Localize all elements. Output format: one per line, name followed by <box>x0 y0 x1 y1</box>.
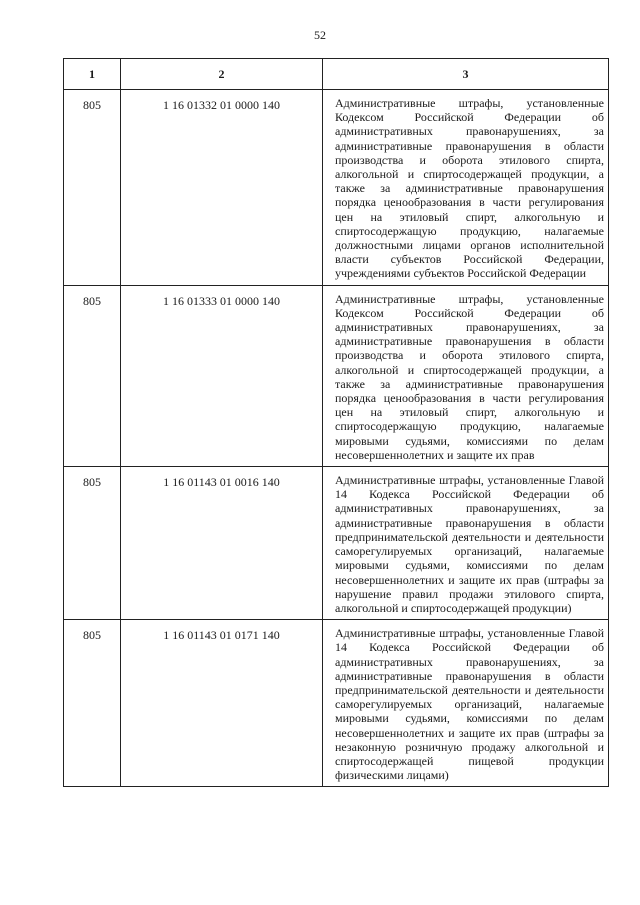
description-cell: Административные штрафы, установленные Главой 14 Кодекса Российской Федерации об административных правонарушениях, за административные правонарушения в области предпринимательской деятельности и деятельности саморегулируемых организаций, налагаемые мировыми судьями, комиссиями по делам несовершеннолетних и защите их прав (штрафы за нарушение правил продажи этилового спирта, алкогольной и спиртосодержащей продукции) <box>323 467 609 620</box>
table-row <box>64 467 609 620</box>
revenue-code-cell: 1 16 01143 01 0171 140 <box>121 620 323 787</box>
column-header-1: 1 <box>64 59 121 90</box>
column-header-2: 2 <box>121 59 323 90</box>
description-cell: Административные штрафы, установленные Кодексом Российской Федерации об административных правонарушениях, за административные правонарушения в области производства и оборота этилового спирта, алкогольной и спиртосодержащей продукции, а также за административные правонарушения порядка ценообразования в части регулирования цен на этиловый спирт, алкогольную и спиртосодержащую продукцию, налагаемые мировыми судьями, комиссиями по делам несовершеннолетних и защите их прав <box>323 285 609 466</box>
column-header-3: 3 <box>323 59 609 90</box>
admin-code-cell: 805 <box>64 620 121 787</box>
table-row <box>64 285 609 466</box>
description-cell: Административные штрафы, установленные Главой 14 Кодекса Российской Федерации об административных правонарушениях, за административные правонарушения в области предпринимательской деятельности и деятельности саморегулируемых организаций, налагаемые мировыми судьями, комиссиями по делам несовершеннолетних и защите их прав (штрафы за незаконную розничную продажу алкогольной и спиртосодержащей пищевой продукции физическими лицами) <box>323 620 609 787</box>
table-row <box>64 620 609 787</box>
revenue-code-cell: 1 16 01333 01 0000 140 <box>121 285 323 466</box>
revenue-code-cell: 1 16 01332 01 0000 140 <box>121 90 323 286</box>
revenue-codes-table <box>63 58 609 787</box>
description-cell: Административные штрафы, установленные Кодексом Российской Федерации об административных правонарушениях, за административные правонарушения в области производства и оборота этилового спирта, алкогольной и спиртосодержащей продукции, а также за административные правонарушения порядка ценообразования в части регулирования цен на этиловый спирт, алкогольную и спиртосодержащую продукцию, налагаемые должностными лицами органов исполнительной власти субъектов Российской Федерации, учреждениями субъектов Российской Федерации <box>323 90 609 286</box>
revenue-code-cell: 1 16 01143 01 0016 140 <box>121 467 323 620</box>
admin-code-cell: 805 <box>64 285 121 466</box>
table-row <box>64 90 609 286</box>
table-header-row <box>64 59 609 90</box>
admin-code-cell: 805 <box>64 467 121 620</box>
page-number: 52 <box>314 28 326 42</box>
admin-code-cell: 805 <box>64 90 121 286</box>
